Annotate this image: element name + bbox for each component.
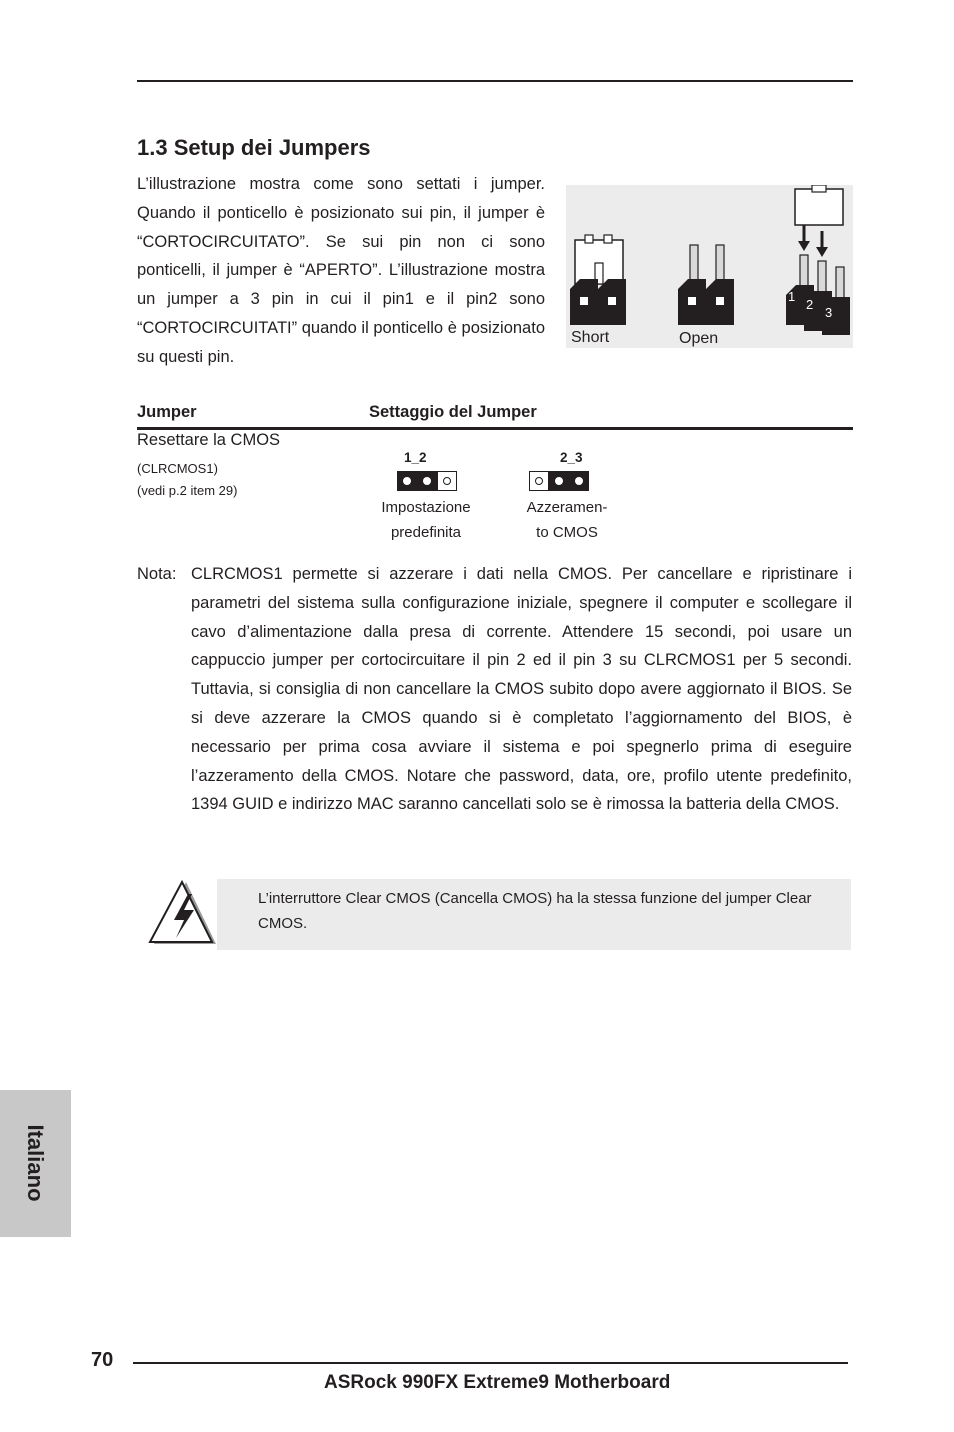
opt2-caption bbox=[507, 495, 627, 545]
footer-product: ASRock 990FX Extreme9 Motherboard bbox=[324, 1372, 671, 1393]
row-jumper-ref: (vedi p.2 item 29) bbox=[137, 483, 238, 498]
warning-lightning-icon bbox=[148, 880, 218, 946]
section-title: 1.3 Setup dei Jumpers bbox=[137, 135, 371, 160]
col-jumper: Jumper bbox=[137, 403, 197, 421]
pin-2-shorted bbox=[417, 471, 437, 491]
short-jumper-graphic bbox=[570, 235, 626, 325]
opt1-pin-label: 1_2 bbox=[404, 450, 427, 465]
jumper-diagram-svg bbox=[566, 185, 853, 348]
jumper-illustration bbox=[566, 185, 853, 348]
open-label: Open bbox=[679, 330, 719, 347]
note-text: CLRCMOS1 permette si azzerare i dati nella CMOS. Per cancellare e ripristinare i parametri del sistema sulla configurazione iniziale, spegnere il computer e scollegare il cavo d’alimentazione dalla presa di corrente. Attendere 15 secondi, poi usare un cappuccio jumper per cortocircuitare il pin 2 ed il pin 3 su CLRCMOS1 per 5 secondi. Tuttavia, si consiglia di non cancellare la CMOS subito dopo avere aggiornato il BIOS. Se si deve azzerare la CMOS quando si è completato l’aggiornamento del BIOS, è necessario per prima cosa avviare il sistema e poi spegnerlo prima di eseguire l’azzeramento della CMOS. Notare che password, data, ore, profilo utente predefinito, 1394 GUID e indirizzo MAC saranno cancellati solo se è rimossa la batteria della CMOS. bbox=[191, 565, 852, 814]
intro-paragraph: L’illustrazione mostra come sono settati i jumper. Quando il ponticello è posizionato sui pin, il jumper è “CORTOCIRCUITATO”. Se sui pin non ci sono ponticelli, il jumper è “APERTO”. L’illustrazione mostra un jumper a 3 pin in cui il pin1 e il pin2 sono “CORTOCIRCUITATI” quando il ponticello è posizionato su questi pin. bbox=[137, 175, 545, 366]
opt2-caption-line1: Azzeramen- bbox=[526, 499, 608, 516]
pin-3-shorted bbox=[569, 471, 589, 491]
row-jumper-id: (CLRCMOS1) bbox=[137, 461, 218, 476]
warning-text: L’interruttore Clear CMOS (Cancella CMOS) ha la stessa funzione del jumper Clear CMOS. bbox=[258, 890, 812, 932]
pin-1-shorted bbox=[397, 471, 417, 491]
pin-3-open bbox=[437, 471, 457, 491]
open-jumper-graphic bbox=[678, 245, 734, 325]
opt2-pin-header bbox=[529, 471, 589, 491]
col-setting: Settaggio del Jumper bbox=[369, 403, 537, 421]
note-label: Nota: bbox=[137, 565, 177, 583]
pin-1-open bbox=[529, 471, 549, 491]
table-rule bbox=[137, 427, 853, 430]
opt2-caption-line2: to CMOS bbox=[536, 524, 598, 541]
language-label: Italiano bbox=[23, 1124, 48, 1202]
opt1-caption bbox=[366, 495, 486, 545]
opt2-pin-label: 2_3 bbox=[560, 450, 583, 465]
pin-number-1: 1 bbox=[788, 289, 796, 304]
pin-2-shorted bbox=[549, 471, 569, 491]
opt1-pin-header bbox=[397, 471, 457, 491]
opt1-caption-line1: Impostazione bbox=[381, 499, 471, 516]
pin-number-2: 2 bbox=[806, 297, 814, 312]
pin-number-3: 3 bbox=[825, 305, 833, 320]
page-number: 70 bbox=[91, 1349, 114, 1371]
language-side-tab bbox=[0, 1090, 71, 1237]
header-rule bbox=[137, 80, 853, 82]
short-label: Short bbox=[571, 329, 610, 346]
row-jumper-name: Resettare la CMOS bbox=[137, 431, 281, 449]
three-pin-jumper-graphic bbox=[786, 185, 850, 335]
opt1-caption-line2: predefinita bbox=[390, 524, 462, 541]
footer-rule bbox=[133, 1362, 848, 1364]
